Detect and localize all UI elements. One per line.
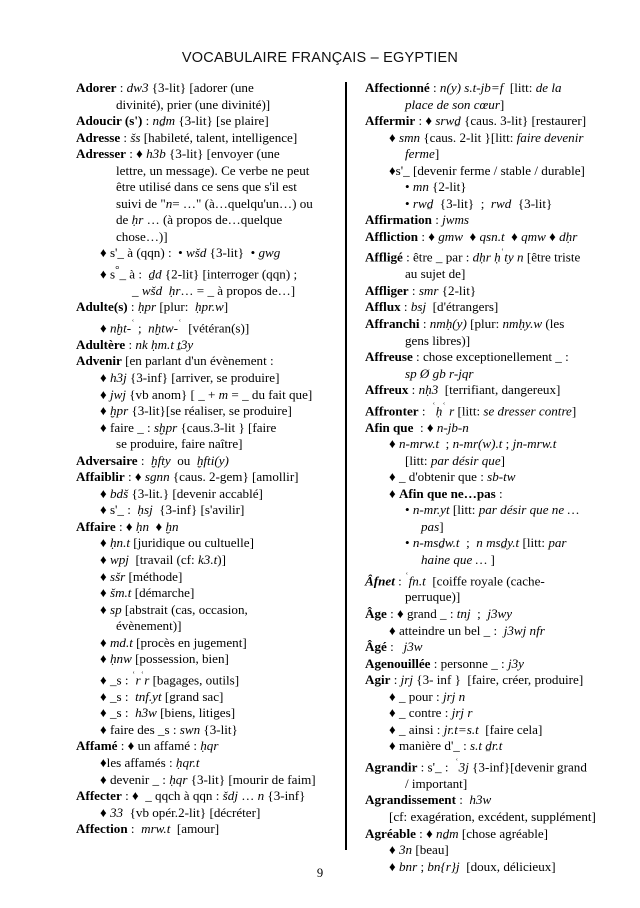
dictionary-entry-line: ♦les affamés : ḥqr.t — [100, 754, 200, 770]
dictionary-entry-line: ♦ jwj {vb anom} [ _ + m = _ du fait que] — [100, 386, 313, 402]
dictionary-entry-line: / important] — [405, 775, 468, 791]
dictionary-entry-line: Advenir [en parlant d'un évènement : — [76, 353, 274, 369]
dictionary-entry-line: être utilisé dans ce sens que s'il est — [116, 179, 297, 195]
dictionary-entry-line: ♦ n-mrw.t ; n-mr(w).t ; jn-mrw.t — [389, 436, 557, 452]
dictionary-entry-line: Affecter : ♦ _ qqch à qqn : šdj … n {3-inf} — [76, 788, 306, 804]
dictionary-entry-line: Adoucir (s') : nḏm {3-lit} [se plaire] — [76, 113, 269, 129]
page-number: 9 — [316, 866, 324, 880]
dictionary-entry-line: Adorer : dw3 {3-lit} [adorer (une — [76, 80, 254, 95]
dictionary-entry-line: ♦ nḫt-$^ʿ$ ; nḫtw-$^ʿ$ [vétéran(s)] — [100, 318, 250, 336]
dictionary-entry-line: ♦ 33 {vb opér.2-lit} [décréter] — [100, 804, 261, 820]
dictionary-entry-line: ♦ _ pour : jrj n — [389, 688, 466, 704]
dictionary-entry-line: suivi de "n= …" (à…quelqu'un…) ou — [116, 195, 313, 211]
dictionary-entry-line: Âge : ♦ grand _ : tnj ; j3wy — [365, 606, 513, 622]
dictionary-entry-line: Adversaire : ḫfty ou ḫfti(y) — [76, 452, 229, 468]
dictionary-entry-line: ♦s'_ [devenir ferme / stable / durable] — [389, 162, 585, 178]
dictionary-entry-line: Agrandir : s'_ : $^ʿ$3j {3-inf}[devenir grand — [365, 756, 587, 775]
dictionary-entry-line: ♦ md.t [procès en jugement] — [100, 634, 247, 650]
dictionary-entry-line: ♦ s'_ : ḥsj {3-inf} [s'avilir] — [100, 502, 245, 518]
dictionary-entry-line: Affectionné : n(y) s.t-jb=f [litt: de la — [365, 80, 562, 95]
dictionary-entry-line: ♦ ḫpr {3-lit}[se réaliser, se produire] — [100, 403, 292, 419]
left-column — [76, 80, 338, 838]
dictionary-entry-line: Adulte(s) : ḥpr [plur: ḥpr.w] — [76, 299, 229, 315]
dictionary-entry-line: ♦ ḥnw [possession, bien] — [100, 651, 229, 667]
dictionary-entry-line: Affranchi : nmḥ(y) [plur: nmḥy.w (les — [365, 316, 565, 332]
dictionary-entry-line: lettre, un message). Ce verbe ne peut — [116, 162, 310, 178]
dictionary-entry-line: Affirmation : jwms — [365, 212, 470, 228]
dictionary-entry-line: ♦ faire _ : sḫpr {caus.3-lit } [faire — [100, 419, 277, 435]
dictionary-entry-line: ♦ ḥn.t [juridique ou cultuelle] — [100, 535, 254, 551]
dictionary-entry-line: ♦ _s : $^ʿr^ʿr$ [bagages, outils] — [100, 669, 240, 688]
dictionary-entry-line: ferme] — [405, 146, 440, 162]
dictionary-entry-line: perruque)] — [405, 589, 461, 605]
dictionary-entry-line: Agir : jrj {3- inf } [faire, créer, produire] — [365, 672, 584, 688]
dictionary-entry-line: pas] — [421, 518, 444, 534]
dictionary-entry-line: Affaire : ♦ ḥn ♦ ḫn — [76, 518, 179, 534]
dictionary-entry-line: évènement)] — [116, 618, 182, 634]
dictionary-entry-line: • mn {2-lit} — [405, 179, 467, 195]
dictionary-entry-line: de ḥr … (à propos de…quelque — [116, 212, 283, 228]
dictionary-entry-line: • rwḏ {3-lit} ; rwd {3-lit} — [405, 195, 553, 211]
dictionary-entry-line: Affreuse : chose exceptionellement _ : — [365, 349, 569, 365]
dictionary-entry-line: ♦ h3j {3-inf} [arriver, se produire] — [100, 370, 280, 386]
dictionary-entry-line: ♦ wpj [travail (cf: k3.t)] — [100, 552, 226, 568]
dictionary-entry-line: ♦ atteindre un bel _ : j3wj nfr — [389, 622, 545, 638]
dictionary-entry-line: place de son cœur] — [405, 96, 505, 112]
dictionary-entry-line: ♦ _s : tnf.yt [grand sac] — [100, 688, 224, 704]
dictionary-entry-line: ♦ _s : h3w [biens, litiges] — [100, 705, 236, 721]
dictionary-entry-line: Affliction : ♦ gmw ♦ qsn.t ♦ qmw ♦ dḥr — [365, 228, 578, 244]
dictionary-entry-line: ♦ 3n [beau] — [389, 842, 449, 858]
columns-container — [0, 80, 640, 874]
dictionary-entry-line: Agrandissement : h3w — [365, 792, 492, 808]
dictionary-entry-line: Agenouillée : personne _ : j3y — [365, 655, 524, 671]
dictionary-entry-line: Âgé : j3w — [365, 639, 423, 655]
dictionary-entry-line: • n-msḏw.t ; n msḏy.t [litt: par — [405, 535, 567, 551]
right-column — [365, 80, 633, 875]
dictionary-entry-line: ♦ manière d'_ : s.t ḏr.t — [389, 738, 503, 754]
dictionary-entry-line: Agréable : ♦ nḏm [chose agréable] — [365, 825, 549, 841]
dictionary-entry-line: Adresse : šs [habileté, talent, intelligence] — [76, 129, 298, 145]
dictionary-entry-line: Affaiblir : ♦ sgnn {caus. 2-gem} [amollir] — [76, 469, 299, 485]
dictionary-entry-line: ♦ Afin que ne…pas : — [389, 485, 503, 501]
page-title: VOCABULAIRE FRANÇAIS – EGYPTIEN — [181, 50, 459, 66]
dictionary-entry-line: ♦ faire des _s : swn {3-lit} — [100, 721, 238, 737]
dictionary-entry-line: Affliger : smr {2-lit} — [365, 282, 477, 298]
dictionary-entry-line: Âfnet : $^ʿ$fn.t [coiffe royale (cache- — [365, 570, 545, 588]
dictionary-entry-line: [litt: par désir que] — [405, 452, 506, 468]
dictionary-entry-line: haine que … ] — [421, 552, 495, 568]
dictionary-entry-line: Affreux : nḥ3 [terrifiant, dangereux] — [365, 382, 561, 398]
dictionary-entry-line: ♦ s°_ à : ḏd {2-lit} [interroger (qqn) ; — [100, 264, 298, 282]
dictionary-entry-line: chose…)] — [116, 228, 168, 244]
dictionary-entry-line: [cf: exagération, excédent, supplément] — [389, 808, 596, 824]
dictionary-entry-line: ♦ _ d'obtenir que : sb-tw — [389, 469, 516, 485]
dictionary-entry-line: Affronter : $^ʿ$ḥ$^ʿ$ r [litt: se dresser contre] — [365, 400, 577, 419]
dictionary-entry-line: Affamé : ♦ un affamé : ḥqr — [76, 738, 219, 754]
dictionary-entry-line: Adultère : nk ḥm.t ṯ3y — [76, 336, 194, 352]
dictionary-entry-line: • n-mr.yt [litt: par désir que ne … — [405, 502, 580, 518]
dictionary-entry-line: au sujet de] — [405, 266, 466, 282]
dictionary-entry-line: ♦ šm.t [démarche] — [100, 585, 195, 601]
dictionary-entry-line: sp Ø gb r-jqr — [405, 365, 474, 381]
dictionary-entry-line: Affection : mrw.t [amour] — [76, 821, 220, 837]
dictionary-entry-line: se produire, faire naître] — [116, 436, 243, 452]
dictionary-entry-line: ♦ bdš {3-lit.} [devenir accablé] — [100, 485, 263, 501]
dictionary-entry-line: Affermir : ♦ srwḏ {caus. 3-lit} [restaurer] — [365, 113, 587, 129]
dictionary-entry-line: Afflux : bsj [d'étrangers] — [365, 299, 499, 315]
dictionary-entry-line: ♦ bnr ; bn{r}j [doux, délicieux] — [389, 858, 556, 874]
dictionary-entry-line: ♦ sp [abstrait (cas, occasion, — [100, 601, 248, 617]
dictionary-entry-line: ♦ smn {caus. 2-lit }[litt: faire devenir — [389, 129, 584, 145]
dictionary-entry-line: Adresser : ♦ h3b {3-lit} [envoyer (une — [76, 146, 280, 162]
dictionary-entry-line: divinité), prier (une divinité)] — [116, 96, 271, 112]
dictionary-entry-line: ♦ _ contre : jrj r — [389, 705, 473, 721]
dictionary-entry-line: ♦ _ ainsi : jr.t=s.t [faire cela] — [389, 721, 543, 737]
dictionary-entry-line: ♦ s'_ à (qqn) : • wšd {3-lit} • gwg — [100, 245, 281, 261]
dictionary-entry-line: Afin que : ♦ n-jb-n — [365, 419, 469, 435]
dictionary-entry-line: _ wšd ḥr… = _ à propos de…] — [132, 282, 296, 298]
dictionary-entry-line: gens libres)] — [405, 332, 471, 348]
dictionary-entry-line: Affligé : être _ par : dḥr ḥ$^ʿ$ty n [être triste — [365, 247, 581, 265]
dictionary-entry-line: ♦ devenir _ : ḥqr {3-lit} [mourir de faim] — [100, 771, 316, 787]
dictionary-entry-line: ♦ sšr [méthode] — [100, 568, 183, 584]
